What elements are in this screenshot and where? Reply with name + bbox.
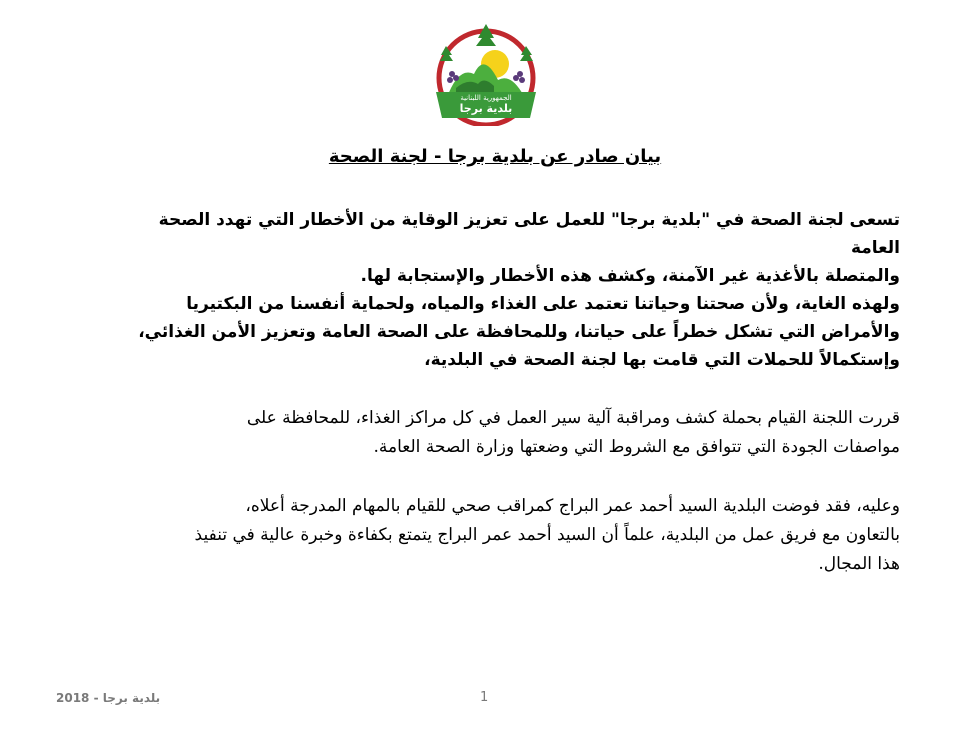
logo-line-2: بلدية برجا xyxy=(459,102,513,115)
paragraph-3 xyxy=(130,492,900,579)
paragraph-3-line: وعليه، فقد فوضت البلدية السيد أحمد عمر البراج كمراقب صحي للقيام بالمهام المدرجة أعلاه، xyxy=(245,496,900,516)
paragraph-1-line: والمتصلة بالأغذية غير الآمنة، وكشف هذه الأخطار والإستجابة لها. xyxy=(360,266,900,286)
paragraph-1-line: والأمراض التي تشكل خطراً على حياتنا، وللمحافظة على الصحة العامة وتعزيز الأمن الغذائي، xyxy=(138,322,900,342)
footer-municipality-year: بلدية برجا - 2018 xyxy=(56,691,161,705)
paragraph-1-line: وإستكمالاً للحملات التي قامت بها لجنة الصحة في البلدية، xyxy=(424,350,900,370)
paragraph-1-line: ولهذه الغاية، ولأن صحتنا وحياتنا تعتمد على الغذاء والمياه، ولحماية أنفسنا من البكتيريا xyxy=(186,294,900,314)
statement-title: بيان صادر عن بلدية برجا - لجنة الصحة xyxy=(328,146,662,167)
paragraph-1 xyxy=(130,206,900,374)
paragraph-3-line: بالتعاون مع فريق عمل من البلدية، علماً أن السيد أحمد عمر البراج يتمتع بكفاءة وخبرة عالية في تنفيذ xyxy=(194,525,900,545)
page-number: 1 xyxy=(480,690,489,705)
paragraph-2 xyxy=(130,404,900,462)
paragraph-2-line: مواصفات الجودة التي تتوافق مع الشروط التي وضعتها وزارة الصحة العامة. xyxy=(373,437,900,457)
paragraph-2-line: قررت اللجنة القيام بحملة كشف ومراقبة آلية سير العمل في كل مراكز الغذاء، للمحافظة على xyxy=(246,408,900,428)
paragraph-3-line: هذا المجال. xyxy=(818,554,900,574)
paragraph-1-line: تسعى لجنة الصحة في "بلدية برجا" للعمل على تعزيز الوقاية من الأخطار التي تهدد الصحة العامة xyxy=(158,210,900,258)
logo-line-1: الجمهورية اللبنانية xyxy=(460,94,512,102)
statement-body xyxy=(130,206,900,579)
municipality-logo xyxy=(428,22,544,126)
